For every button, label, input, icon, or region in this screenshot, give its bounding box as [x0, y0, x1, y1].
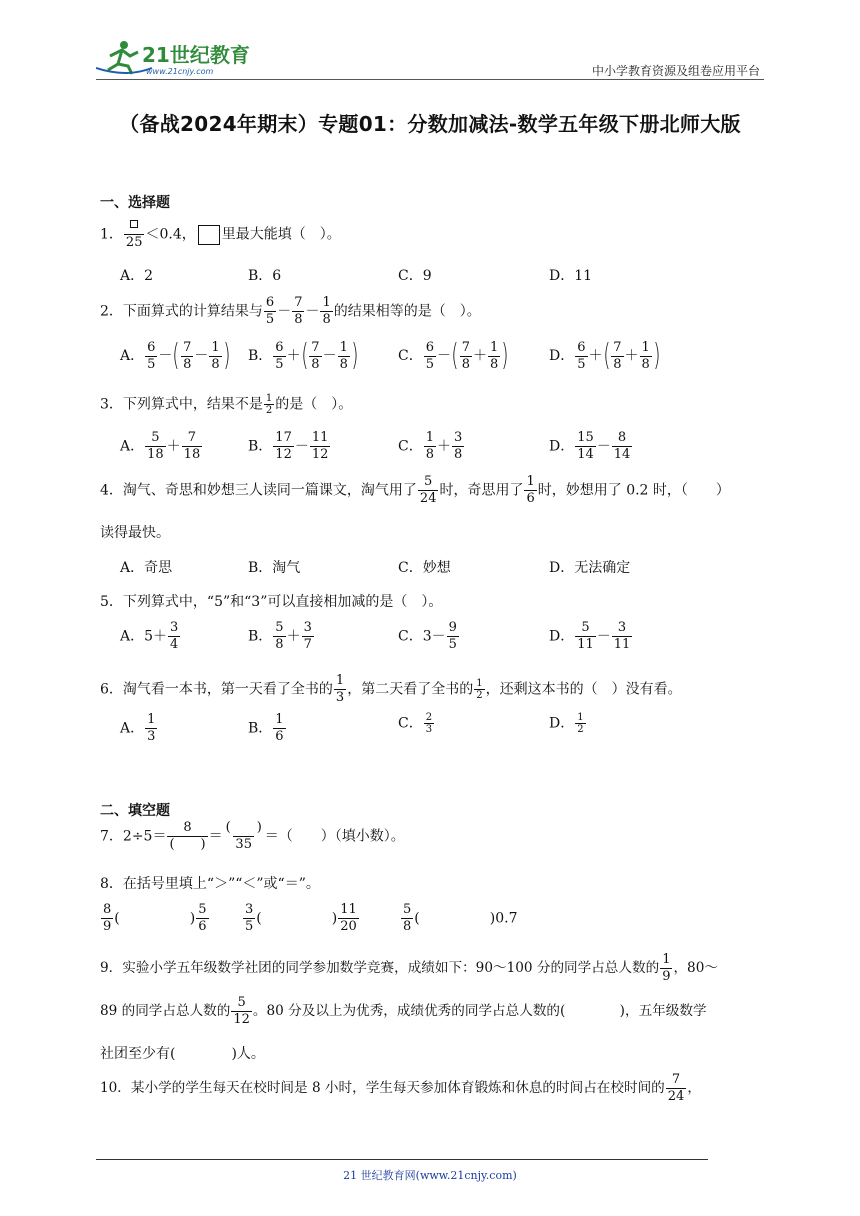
q2-option-b[interactable]: B． $\frac{6}{5}$ ＋( $\frac{7}{8}$ － $\frac{1}{8}$ ) [248, 338, 359, 373]
question-3: 3．下列算式中，结果不是 $\frac{1}{2}$ 的是（ ）。 [100, 393, 353, 416]
blank-box-icon [130, 220, 138, 228]
question-6: 6．淘气看一本书，第一天看了全书的 $\frac{1}{3}$ ，第二天看了全书的 $\frac{1}{2}$ ，还剩这本书的（ ）没有看。 [100, 673, 682, 705]
q1-option-b[interactable]: B．6 [248, 268, 282, 284]
q4-option-a[interactable]: A．奇思 [120, 560, 173, 576]
logo-text: 21世纪教育 [142, 43, 250, 67]
question-2: 2．下面算式的计算结果与 $\frac{6}{5}$ － $\frac{7}{8}$ － $\frac{1}{8}$ 的结果相等的是（ ）。 [100, 295, 481, 327]
q4-option-d[interactable]: D．无法确定 [549, 560, 631, 576]
q2-option-d[interactable]: D． $\frac{6}{5}$ ＋( $\frac{7}{8}$ ＋ $\frac{1}{8}$ ) [549, 338, 661, 373]
header-divider [96, 79, 764, 80]
q8-compare-3[interactable]: $\frac{5}{8}$ ( )0.7 [403, 902, 518, 934]
question-10: 10．某小学的学生每天在校时间是 8 小时，学生每天参加体育锻炼和休息的时间占在校时间的 $\frac{7}{24}$ ， [100, 1072, 701, 1104]
q6-option-c[interactable]: C． $\frac{2}{3}$ [398, 712, 433, 735]
q6-option-d[interactable]: D． $\frac{1}{2}$ [549, 712, 584, 735]
q2-option-c[interactable]: C． $\frac{6}{5}$ －( $\frac{7}{8}$ ＋ $\frac{1}{8}$ ) [398, 338, 509, 373]
question-8: 8．在括号里填上“＞”“＜”或“＝”。 [100, 876, 320, 892]
q5-option-a[interactable]: A．5＋ $\frac{3}{4}$ [120, 620, 179, 652]
q4-option-b[interactable]: B．淘气 [248, 560, 301, 576]
q5-option-b[interactable]: B． $\frac{5}{8}$ ＋ $\frac{3}{7}$ [248, 620, 312, 652]
question-9-line3: 社团至少有( )人。 [100, 1046, 265, 1062]
blank-box [198, 225, 220, 245]
q3-option-a[interactable]: A． $\frac{5}{18}$ ＋ $\frac{7}{18}$ [120, 430, 201, 462]
footer-link[interactable]: 21 世纪教育网(www.21cnjy.com) [343, 1169, 517, 1182]
platform-name: 中小学教育资源及组卷应用平台 [591, 64, 760, 78]
footer-divider [96, 1159, 708, 1160]
question-7: 7．2÷5＝ 8 ( ) ＝ ( ) 35 ＝（ ）（填小数）。 [100, 820, 405, 852]
question-4: 4．淘气、奇思和妙想三人读同一篇课文，淘气用了 $\frac{5}{24}$ 时，奇思用了 $\frac{1}{6}$ 时，妙想用了 0.2 时，（ ） [100, 474, 730, 506]
q6-option-a[interactable]: A． $\frac{1}{3}$ [120, 712, 156, 744]
question-5: 5．下列算式中，“5”和“3”可以直接相加减的是（ ）。 [100, 594, 443, 610]
question-9-line2: 89 的同学占总人数的 $\frac{5}{12}$ 。80 分及以上为优秀，成绩优秀的同学占总人数的( )，五年级数学 [100, 995, 707, 1027]
q5-option-c[interactable]: C．3－ $\frac{9}{5}$ [398, 620, 457, 652]
section-choice-heading: 一、选择题 [100, 195, 170, 211]
q8-compare-1[interactable]: $\frac{8}{9}$ ( ) $\frac{5}{6}$ [103, 902, 207, 934]
question-1: 1． 25 ＜0.4， 里最大能填（ ）。 [100, 218, 341, 251]
section-fill-heading: 二、填空题 [100, 803, 170, 819]
q3-option-c[interactable]: C． $\frac{1}{8}$ ＋ $\frac{3}{8}$ [398, 430, 463, 462]
q1-option-c[interactable]: C．9 [398, 268, 432, 284]
q8-compare-2[interactable]: $\frac{3}{5}$ ( ) $\frac{11}{20}$ [245, 902, 357, 934]
q3-option-b[interactable]: B． $\frac{17}{12}$ － $\frac{11}{12}$ [248, 430, 329, 462]
q5-option-d[interactable]: D． $\frac{5}{11}$ － $\frac{3}{11}$ [549, 620, 631, 652]
question-4-line2: 读得最快。 [100, 525, 170, 541]
q1-option-a[interactable]: A．2 [120, 268, 154, 284]
fraction: 25 [124, 218, 145, 251]
q4-option-c[interactable]: C．妙想 [398, 560, 451, 576]
q3-option-d[interactable]: D． $\frac{15}{14}$ － $\frac{8}{14}$ [549, 430, 631, 462]
page-title: （备战2024年期末）专题01：分数加减法-数学五年级下册北师大版 [119, 112, 741, 136]
runner-logo-icon [96, 38, 261, 78]
q1-option-d[interactable]: D．11 [549, 268, 593, 284]
question-9: 9．实验小学五年级数学社团的同学参加数学竞赛，成绩如下：90～100 分的同学占总人数的 $\frac{1}{9}$ ，80～ [100, 952, 718, 984]
q2-option-a[interactable]: A． $\frac{6}{5}$ －( $\frac{7}{8}$ － $\frac{1}{8}$ ) [120, 338, 231, 373]
site-logo [96, 38, 261, 78]
q6-option-b[interactable]: B． $\frac{1}{6}$ [248, 712, 284, 744]
logo-url: www.21cnjy.com [146, 67, 214, 76]
